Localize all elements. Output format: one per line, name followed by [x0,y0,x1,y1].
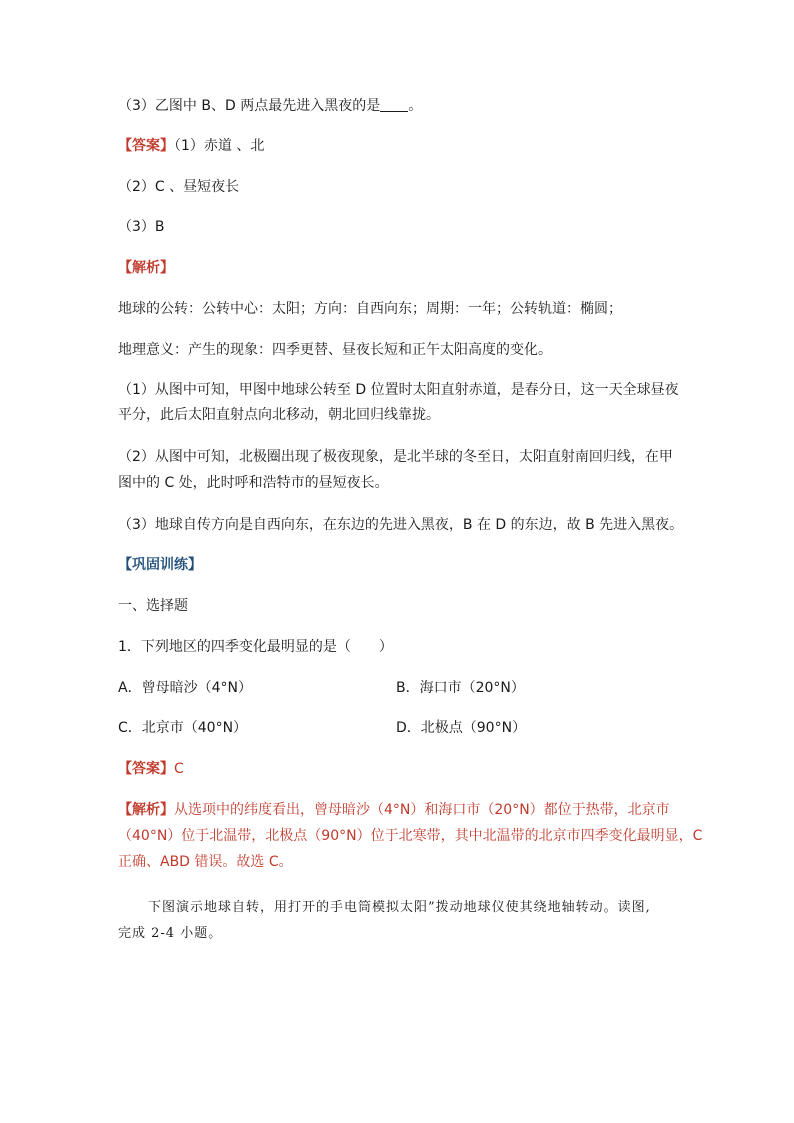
analysis-line-7: （3）地球自传方向是自西向东，在东边的先进入黑夜，B 在 D 的东边，故 B 先进入黑夜。 [118,517,684,533]
practice-heading: 【巩固训练】 [118,557,202,573]
answer-2-label: 【答案】 [118,761,174,777]
section-title: 一、选择题 [118,598,188,614]
analysis-2-line-1 [118,798,698,822]
option-a: A．曾母暗沙（4°N） [118,680,252,696]
analysis-line-1: 地球的公转：公转中心：太阳；方向：自西向东；周期：一年；公转轨道：椭圆； [118,301,622,317]
intro-line-1: 下图演示地球自转，用打开的手电筒模拟太阳”拨动地球仪使其绕地轴转动。读图, [148,900,651,915]
option-c: C．北京市（40°N） [118,720,248,736]
option-b: B．海口市（20°N） [396,680,525,696]
analysis-line-3: （1）从图中可知，甲图中地球公转至 D 位置时太阳直射赤道，是春分日，这一天全球昼夜 [118,382,679,398]
analysis-label: 【解析】 [118,260,174,276]
option-d: D．北极点（90°N） [396,720,527,736]
analysis-2-line-2: （40°N）位于北温带，北极点（90°N）位于北寒带，其中北温带的北京市四季变化最明显，C [118,828,703,844]
answer-line-3: （3）B [118,219,165,235]
analysis-line-4: 平分，此后太阳直射点向北移动，朝北回归线靠拢。 [118,407,440,423]
analysis-2-line-3: 正确、ABD 错误。故选 C。 [118,854,293,870]
analysis-line-5: （2）从图中可知，北极圈出现了极夜现象，是北半球的冬至日，太阳直射南回归线，在甲 [118,449,673,465]
analysis-2-text-1: 从选项中的纬度看出，曾母暗沙（4°N）和海口市（20°N）都位于热带，北京市 [174,802,670,818]
analysis-line-2: 地理意义：产生的现象：四季更替、昼夜长短和正午太阳高度的变化。 [118,342,552,358]
answer-label: 【答案】 [118,138,174,154]
question-1-stem: 1．下列地区的四季变化最明显的是（ ） [118,639,393,655]
answer-line-1 [118,134,698,158]
answer-line-2: （2）C 、昼短夜长 [118,179,240,195]
answer-2-value: C [174,761,184,777]
analysis-2-label: 【解析】 [118,802,174,818]
question-3 [118,94,698,118]
answer-part-1: （1）赤道 、北 [174,138,265,154]
question-3-text: （3）乙图中 B、D 两点最先进入黑夜的是 [118,98,381,114]
question-3-end: 。 [408,98,423,114]
analysis-line-6: 图中的 C 处，此时呼和浩特市的昼短夜长。 [118,475,389,491]
answer-blank [380,97,408,112]
answer-2 [118,757,698,781]
intro-line-2: 完成 2-4 小题。 [118,926,223,941]
